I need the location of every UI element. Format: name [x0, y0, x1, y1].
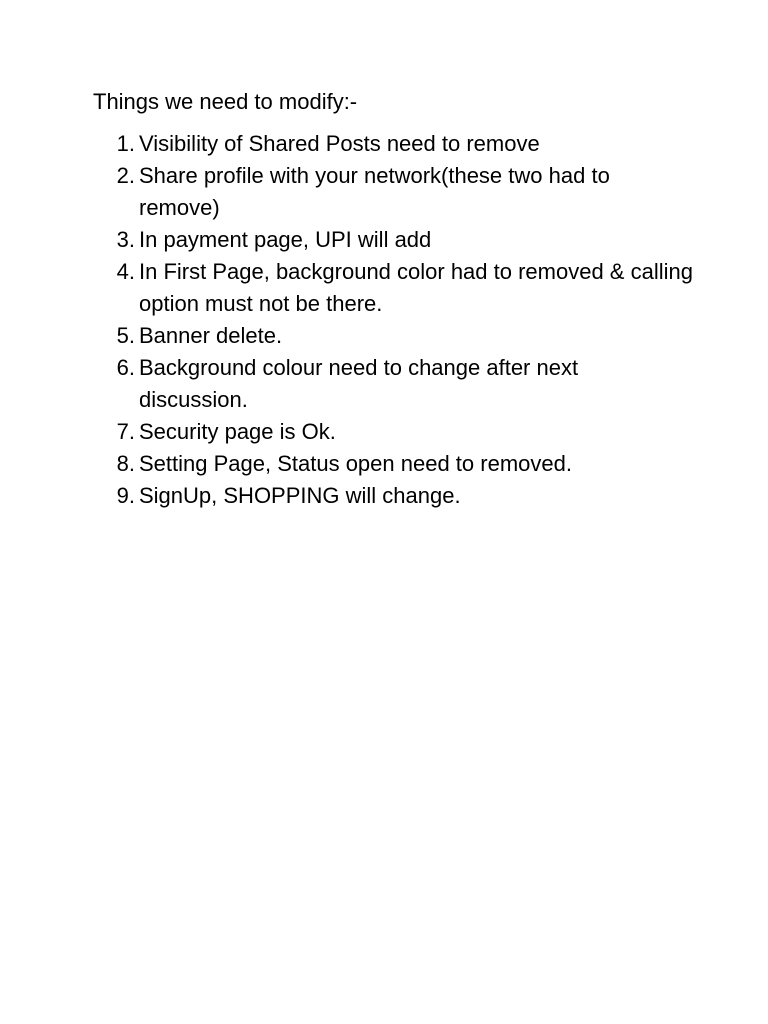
item-number: 6.	[116, 355, 135, 380]
list-item	[93, 448, 693, 480]
list-item	[93, 480, 693, 512]
list-item	[93, 128, 693, 160]
document-heading: Things we need to modify:-	[93, 89, 358, 114]
list-item	[93, 160, 693, 224]
list-item	[93, 256, 693, 320]
list-item	[93, 416, 693, 448]
item-number: 4.	[116, 259, 135, 284]
item-text: Security page is Ok.	[139, 419, 336, 444]
list-item	[93, 224, 693, 256]
item-text: In First Page, background color had to removed & calling option must not be there.	[139, 259, 693, 316]
item-number: 5.	[116, 323, 135, 348]
item-text: Visibility of Shared Posts need to remove	[139, 131, 540, 156]
item-text: In payment page, UPI will add	[139, 227, 432, 252]
modification-list	[93, 128, 693, 512]
list-item	[93, 320, 693, 352]
item-text: Setting Page, Status open need to removed.	[139, 451, 572, 476]
item-text: Banner delete.	[139, 323, 283, 348]
item-number: 8.	[116, 451, 135, 476]
item-number: 3.	[116, 227, 135, 252]
item-text: Share profile with your network(these two had to remove)	[139, 163, 610, 220]
list-item	[93, 352, 693, 416]
item-text: Background colour need to change after next discussion.	[139, 355, 579, 412]
item-number: 9.	[116, 483, 135, 508]
item-number: 1.	[116, 131, 135, 156]
item-number: 7.	[116, 419, 135, 444]
document-body	[93, 86, 693, 512]
item-number: 2.	[116, 163, 135, 188]
item-text: SignUp, SHOPPING will change.	[139, 483, 461, 508]
